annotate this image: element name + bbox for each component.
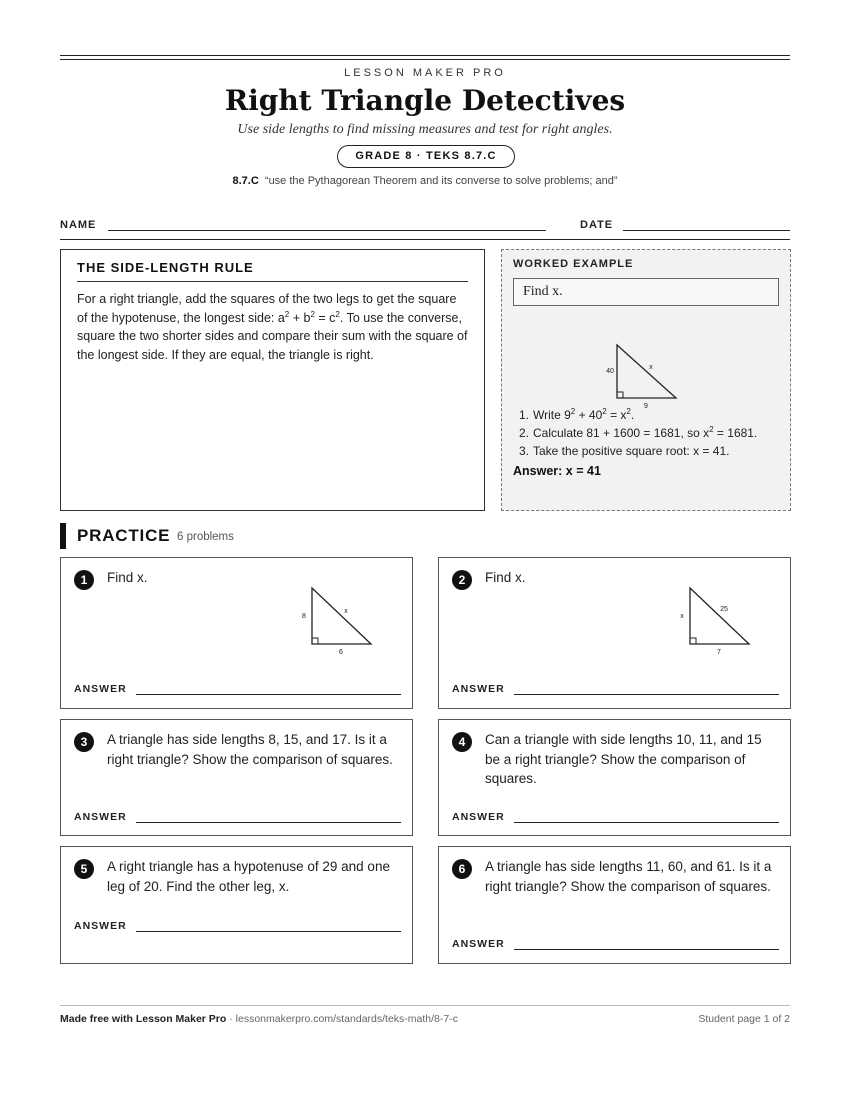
answer-label: ANSWER <box>452 938 505 950</box>
right-angle-marker <box>617 392 623 398</box>
problem-card <box>60 719 413 836</box>
problem-number: 4 <box>452 732 472 752</box>
answer-field[interactable] <box>136 822 401 823</box>
footer-divider <box>60 1005 790 1006</box>
date-label: DATE <box>580 219 614 231</box>
answer-label: ANSWER <box>74 920 127 932</box>
problem-figure <box>299 583 389 658</box>
problem-number: 1 <box>74 570 94 590</box>
standard-code: 8.7.C <box>232 175 259 187</box>
footer-page-number: Student page 1 of 2 <box>698 1013 790 1025</box>
grade-badge: GRADE 8 · TEKS 8.7.C <box>337 145 515 168</box>
worked-example-steps <box>513 406 779 460</box>
rule-text: For a right triangle, add the squares of the two legs to get the square of the hypotenuse, the longest side: $a^2 + b^2 = c^2$. To use the converse, square the two shorter sides and compare their sum with the square of the longest side. If they are equal, the triangle is right. <box>77 292 468 362</box>
worked-example-heading: WORKED EXAMPLE <box>513 258 634 270</box>
problem-card <box>438 719 791 836</box>
name-field[interactable] <box>108 230 546 231</box>
problem-text: Find x. <box>485 570 526 585</box>
problem-figure <box>677 583 767 658</box>
problem-text: A right triangle has a hypotenuse of 29 and one leg of 20. Find the other leg, x. <box>107 859 390 894</box>
problem-card <box>60 846 413 964</box>
problem-number: 3 <box>74 732 94 752</box>
footer-made-with: Made free with Lesson Maker Pro <box>60 1013 227 1025</box>
worked-step: 1. Write $9^2 + 40^2 = x^2$. <box>519 407 635 422</box>
practice-title: PRACTICE <box>77 526 171 545</box>
standard-line <box>0 175 850 187</box>
header-rule-top <box>60 55 790 56</box>
figure-hypotenuse: 25 <box>720 606 728 613</box>
answer-field[interactable] <box>136 694 401 695</box>
page-title: Right Triangle Detectives <box>224 84 626 117</box>
figure-leg-horizontal: 6 <box>339 649 343 656</box>
problem-number: 2 <box>452 570 472 590</box>
answer-label: ANSWER <box>74 683 127 695</box>
standard-text: “use the Pythagorean Theorem and its converse to solve problems; and” <box>264 175 618 187</box>
answer-label: ANSWER <box>452 811 505 823</box>
worked-step: 3. Take the positive square root: x = 41. <box>519 444 730 458</box>
problem-text: Can a triangle with side lengths 10, 11, and 15 be a right triangle? Show the comparison of squares. <box>485 732 762 786</box>
example-leg-horizontal: 9 <box>644 403 648 410</box>
problem-text: A triangle has side lengths 11, 60, and 61. Is it a right triangle? Show the comparison of squares. <box>485 859 772 894</box>
answer-field[interactable] <box>514 694 779 695</box>
footer-url[interactable]: · lessonmakerpro.com/standards/teks-math/8-7-c <box>226 1013 458 1025</box>
figure-leg-vertical: x <box>680 613 684 620</box>
problem-card <box>60 557 413 709</box>
answer-field[interactable] <box>514 822 779 823</box>
rule-heading: THE SIDE-LENGTH RULE <box>77 260 468 282</box>
problem-text: Find x. <box>107 570 148 585</box>
answer-label: ANSWER <box>74 811 127 823</box>
example-triangle <box>617 345 676 398</box>
footer-credit <box>60 1013 458 1025</box>
answer-field[interactable] <box>136 931 401 932</box>
practice-count: 6 problems <box>177 531 234 543</box>
worked-example-figure <box>513 306 779 410</box>
brand-name: LESSON MAKER PRO <box>344 67 506 79</box>
problem-text: A triangle has side lengths 8, 15, and 17. Is it a right triangle? Show the comparison of squares. <box>107 732 393 767</box>
figure-leg-vertical: 8 <box>302 613 306 620</box>
worked-step: 2. Calculate 81 + 1600 = 1681, so $x^2 = 1681$. <box>519 425 758 440</box>
header-rule-top-thin <box>60 59 790 60</box>
page-subtitle: Use side lengths to find missing measures and test for right angles. <box>237 122 613 137</box>
practice-accent-bar <box>60 523 66 549</box>
date-field[interactable] <box>623 230 790 231</box>
section-divider <box>60 239 790 240</box>
problem-card <box>438 557 791 709</box>
answer-field[interactable] <box>514 949 779 950</box>
problem-number: 6 <box>452 859 472 879</box>
worked-example-prompt: Find x. <box>513 278 779 306</box>
rule-box <box>60 249 485 511</box>
figure-hypotenuse: x <box>344 608 348 615</box>
figure-leg-horizontal: 7 <box>717 649 721 656</box>
worked-example-answer: Answer: x = 41 <box>513 464 601 478</box>
problem-number: 5 <box>74 859 94 879</box>
example-hypotenuse: x <box>649 364 653 371</box>
example-leg-vertical: 40 <box>606 368 614 375</box>
answer-label: ANSWER <box>452 683 505 695</box>
worked-example-box <box>501 249 791 511</box>
problem-card <box>438 846 791 964</box>
name-label: NAME <box>60 219 97 231</box>
